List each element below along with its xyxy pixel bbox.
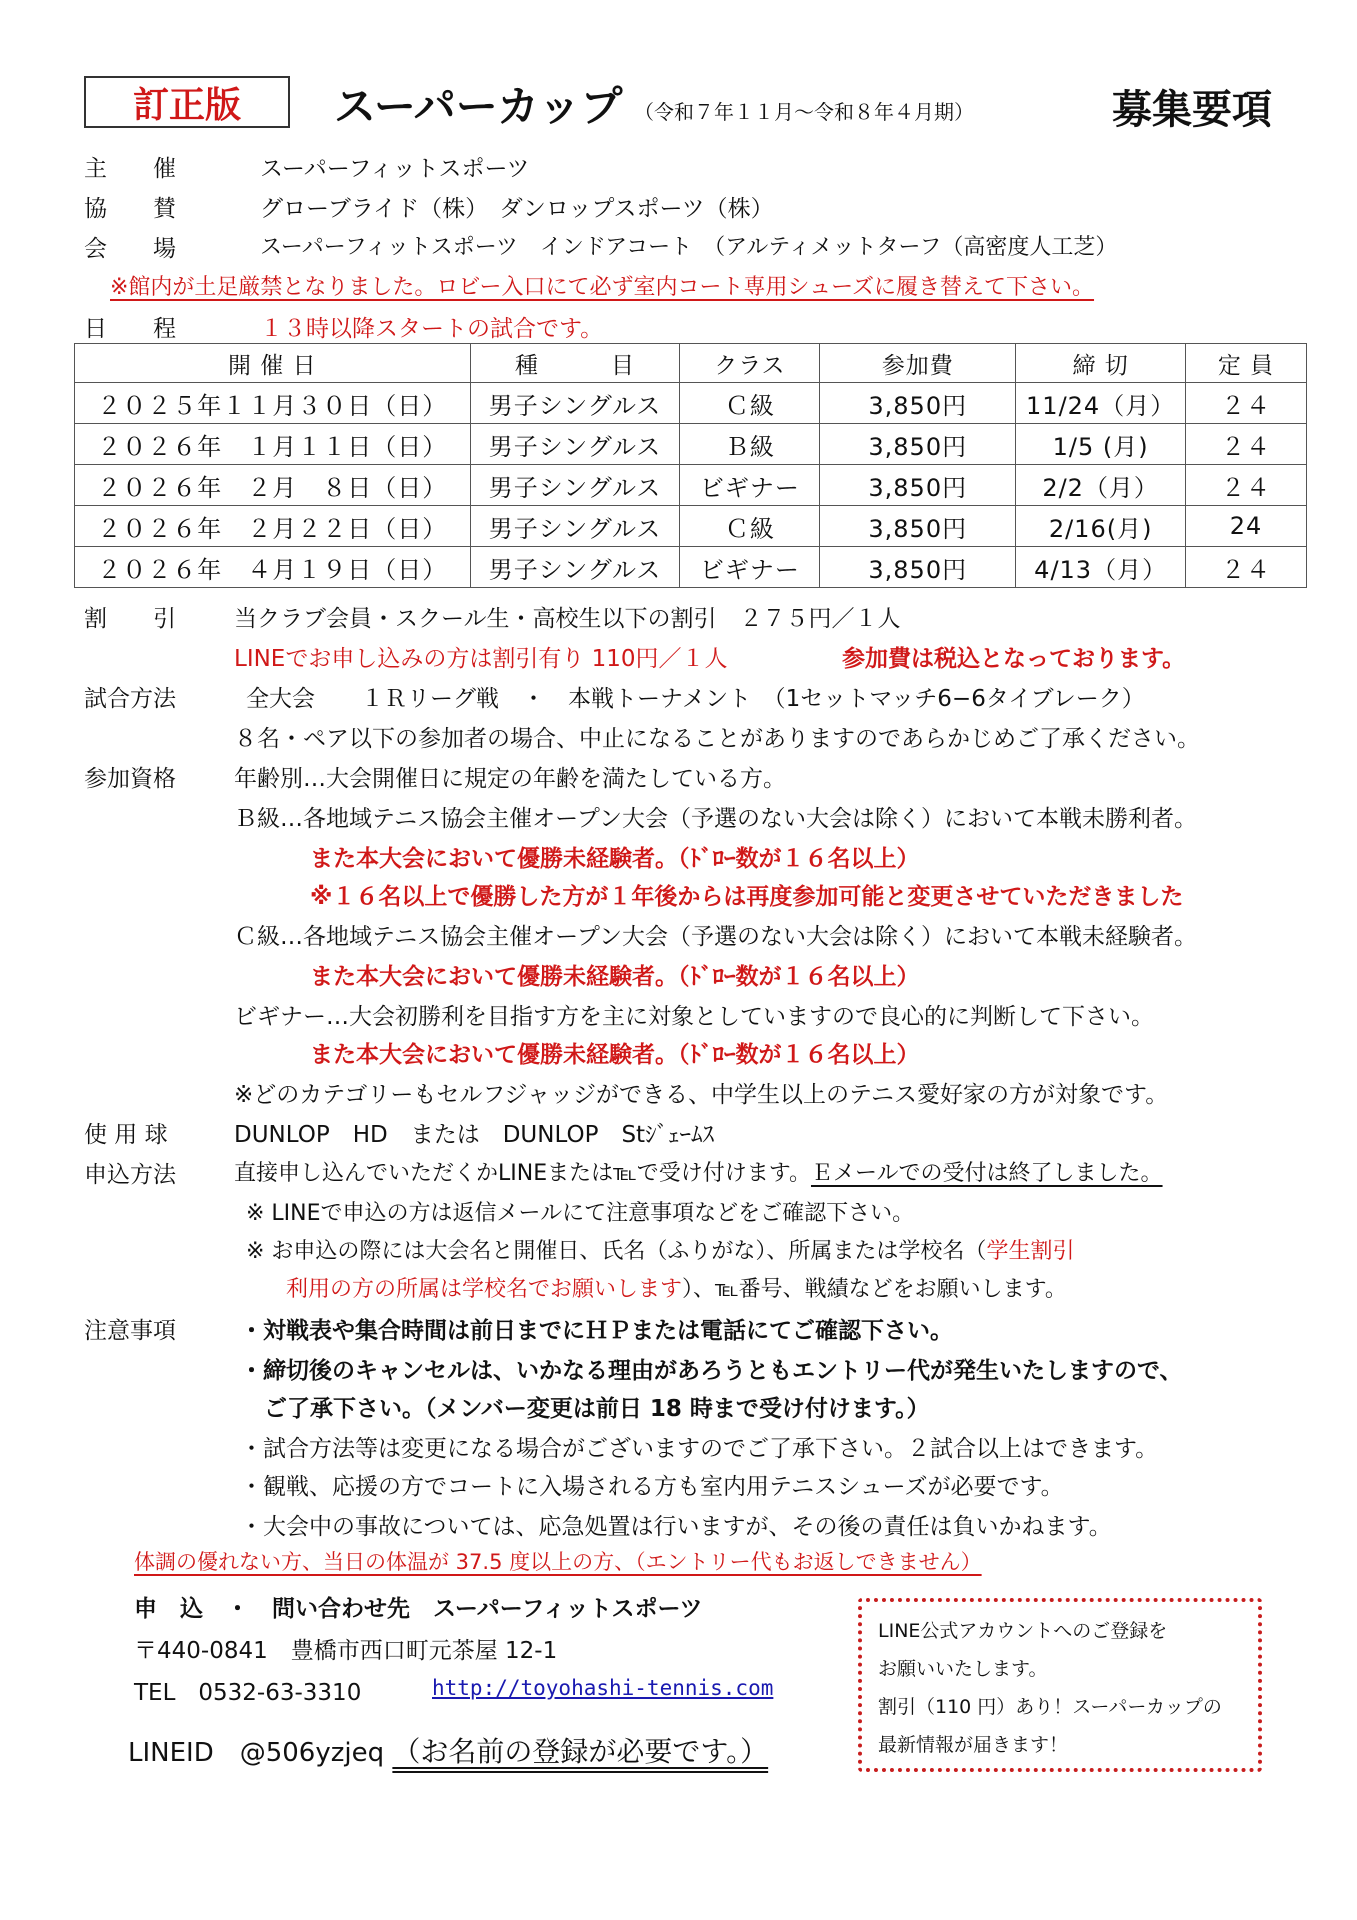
cell-date: ２０２６年 ２月 ８日（日） — [75, 465, 471, 506]
eligibility-beginner-note: また本大会において優勝未経験者。（ﾄﾞﾛｰ数が１６名以上） — [310, 1042, 920, 1068]
header-event: 種 目 — [470, 344, 680, 383]
cell-fee: 3,850円 — [820, 506, 1016, 547]
application-methods: 直接申し込んでいただくかLINEまたは℡で受け付けます。 — [234, 1161, 811, 1186]
cell-fee: 3,850円 — [820, 424, 1016, 465]
student-discount-school-note: 利用の方の所属は学校名でお願いします — [286, 1277, 683, 1302]
line-box-text: お願いいたします。 — [878, 1658, 1048, 1680]
table-header-row — [75, 344, 1307, 383]
organizer-label: 主 催 — [84, 156, 176, 182]
line-box-text: 割引（110 円）あり！スーパーカップの — [878, 1696, 1222, 1718]
organizer-value: スーパーフィットスポーツ — [260, 156, 530, 182]
eligibility-c-class: Ｃ級…各地域テニス協会主催オープン大会（予選のない大会は除く）において本戦未経験者。 — [234, 924, 1198, 950]
health-warning: 体調の優れない方、当日の体温が 37.5 度以上の方、（エントリー代もお返しできません） — [134, 1550, 982, 1574]
cell-class: Ｂ級 — [680, 424, 820, 465]
cell-class: Ｃ級 — [680, 506, 820, 547]
note-item: ・対戦表や集合時間は前日までにＨＰまたは電話にてご確認下さい。 — [240, 1318, 953, 1344]
eligibility-b-note-1: また本大会において優勝未経験者。（ﾄﾞﾛｰ数が１６名以上） — [310, 846, 920, 872]
cell-capacity: 24 — [1186, 506, 1307, 547]
discount-label: 割 引 — [84, 606, 176, 632]
header-capacity: 定 員 — [1186, 344, 1307, 383]
eligibility-b-note-2: ※１６名以上で優勝した方が１年後からは再度参加可能と変更させていただきました — [310, 884, 1184, 910]
cell-fee: 3,850円 — [820, 465, 1016, 506]
cell-event: 男子シングルス — [470, 506, 680, 547]
table-row — [75, 424, 1307, 465]
contact-address: 〒440-0841 豊橋市西口町元茶屋 12-1 — [134, 1638, 558, 1664]
venue-notice: ※館内が土足厳禁となりました。ロビー入口にて必ず室内コート専用シューズに履き替えて下さい。 — [110, 275, 1095, 300]
line-id: LINEID @506yzjeq — [128, 1738, 385, 1768]
cell-class: ビギナー — [680, 547, 820, 588]
cell-deadline: 11/24（月） — [1016, 383, 1186, 424]
application-line-1 — [234, 1156, 1163, 1187]
cell-date: ２０２６年 ２月２２日（日） — [75, 506, 471, 547]
page-title: スーパーカップ — [334, 82, 623, 131]
sponsor-label: 協 賛 — [84, 196, 176, 222]
note-item: ・締切後のキャンセルは、いかなる理由があろうともエントリー代が発生いたしますので、 — [240, 1358, 1183, 1384]
cell-capacity: ２４ — [1186, 424, 1307, 465]
note-item: ・試合方法等は変更になる場合がございますのでご了承下さい。２試合以上はできます。 — [240, 1436, 1159, 1462]
schedule-label: 日 程 — [84, 316, 176, 342]
ball-label: 使 用 球 — [84, 1122, 168, 1148]
cell-deadline: 2/16(月) — [1016, 506, 1186, 547]
website-link[interactable]: http://toyohashi-tennis.com — [432, 1676, 774, 1700]
note-item: ・大会中の事故については、応急処置は行いますが、その後の責任は負いかねます。 — [240, 1514, 1112, 1540]
ball-value: DUNLOP HD または DUNLOP Stｼﾞｪｰﾑｽ — [234, 1122, 715, 1148]
notes-label: 注意事項 — [84, 1318, 176, 1344]
cell-event: 男子シングルス — [470, 424, 680, 465]
match-format-label: 試合方法 — [84, 686, 176, 712]
line-id-row — [128, 1730, 768, 1770]
header-deadline: 締 切 — [1016, 344, 1186, 383]
note-item: ・観戦、応援の方でコートに入場される方も室内用テニスシューズが必要です。 — [240, 1474, 1064, 1500]
table-row — [75, 506, 1307, 547]
eligibility-beginner: ビギナー…大会初勝利を目指す方を主に対象としていますので良心的に判断して下さい。 — [234, 1004, 1154, 1030]
match-format-line-1: 全大会 １Ｒリーグ戦 ・ 本戦トーナメント （1セットマッチ6−6タイブレーク） — [246, 686, 1145, 712]
header-fee: 参加費 — [820, 344, 1016, 383]
cell-capacity: ２４ — [1186, 547, 1307, 588]
cell-event: 男子シングルス — [470, 383, 680, 424]
line-id-note: （お名前の登録が必要です。） — [392, 1735, 769, 1768]
revised-edition-badge — [84, 76, 290, 128]
cell-event: 男子シングルス — [470, 547, 680, 588]
title-recruitment: 募集要項 — [1112, 87, 1272, 133]
cell-deadline: 4/13（月） — [1016, 547, 1186, 588]
eligibility-all: ※どのカテゴリーもセルフジャッジができる、中学生以上のテニス愛好家の方が対象です。 — [234, 1082, 1169, 1108]
cell-fee: 3,850円 — [820, 547, 1016, 588]
header-class: クラス — [680, 344, 820, 383]
cell-date: ２０２６年 ４月１９日（日） — [75, 547, 471, 588]
contact-heading: 申 込 ・ 問い合わせ先 スーパーフィットスポーツ — [134, 1596, 703, 1622]
cell-deadline: 2/2（月） — [1016, 465, 1186, 506]
schedule-table — [74, 343, 1307, 588]
cell-fee: 3,850円 — [820, 383, 1016, 424]
match-format-line-2: ８名・ペア以下の参加者の場合、中止になることがありますのであらかじめご了承ください。 — [234, 726, 1200, 752]
cell-capacity: ２４ — [1186, 383, 1307, 424]
email-ended-notice: Ｅメールでの受付は終了しました。 — [810, 1161, 1163, 1186]
student-discount-text: 学生割引 — [986, 1239, 1075, 1264]
venue-value: スーパーフィットスポーツ インドアコート （アルティメットターフ（高密度人工芝） — [260, 235, 1118, 260]
application-label: 申込方法 — [84, 1162, 176, 1188]
contact-tel: TEL 0532-63-3310 — [134, 1680, 362, 1706]
application-note-1: ※ LINEで申込の方は返信メールにて注意事項などをご確認下さい。 — [246, 1201, 915, 1226]
sponsor-value: グローブライド（株） ダンロップスポーツ（株） — [260, 196, 774, 222]
note-item: ご了承下さい。（メンバー変更は前日 18 時まで受け付けます。） — [264, 1396, 930, 1422]
cell-capacity: ２４ — [1186, 465, 1307, 506]
cell-deadline: 1/5 (月) — [1016, 424, 1186, 465]
table-row — [75, 547, 1307, 588]
title-period: （令和７年１１月〜令和８年４月期） — [634, 100, 974, 124]
discount-line-1: 当クラブ会員・スクール生・高校生以下の割引 ２７５円／１人 — [234, 606, 901, 632]
application-note-3 — [286, 1272, 1067, 1303]
line-box-text: 最新情報が届きます！ — [878, 1734, 1069, 1756]
schedule-note: １３時以降スタートの試合です。 — [260, 316, 604, 342]
table-row — [75, 383, 1307, 424]
eligibility-age: 年齢別…大会開催日に規定の年齢を満たしている方。 — [234, 766, 786, 792]
cell-date: ２０２５年１１月３０日（日） — [75, 383, 471, 424]
application-note-3-text: ）、℡番号、戦績などをお願いします。 — [682, 1277, 1067, 1302]
cell-class: Ｃ級 — [680, 383, 820, 424]
line-box-text: LINE公式アカウントへのご登録を — [878, 1620, 1168, 1642]
revised-edition-label: 訂正版 — [132, 84, 241, 126]
eligibility-b-class: Ｂ級…各地域テニス協会主催オープン大会（予選のない大会は除く）において本戦未勝利者。 — [234, 806, 1198, 832]
header-date: 開 催 日 — [75, 344, 471, 383]
cell-date: ２０２６年 １月１１日（日） — [75, 424, 471, 465]
cell-class: ビギナー — [680, 465, 820, 506]
table-row — [75, 465, 1307, 506]
discount-line-2: LINEでお申し込みの方は割引有り 110円／１人 — [234, 646, 728, 672]
cell-event: 男子シングルス — [470, 465, 680, 506]
eligibility-label: 参加資格 — [84, 766, 176, 792]
application-note-2-text: ※ お申込の際には大会名と開催日、氏名（ふりがな）、所属または学校名（ — [246, 1239, 987, 1264]
application-note-2 — [246, 1234, 1074, 1265]
line-account-info-box — [858, 1598, 1262, 1772]
eligibility-c-note: また本大会において優勝未経験者。（ﾄﾞﾛｰ数が１６名以上） — [310, 964, 920, 990]
tax-note: 参加費は税込となっております。 — [842, 646, 1186, 672]
venue-label: 会 場 — [84, 236, 176, 262]
